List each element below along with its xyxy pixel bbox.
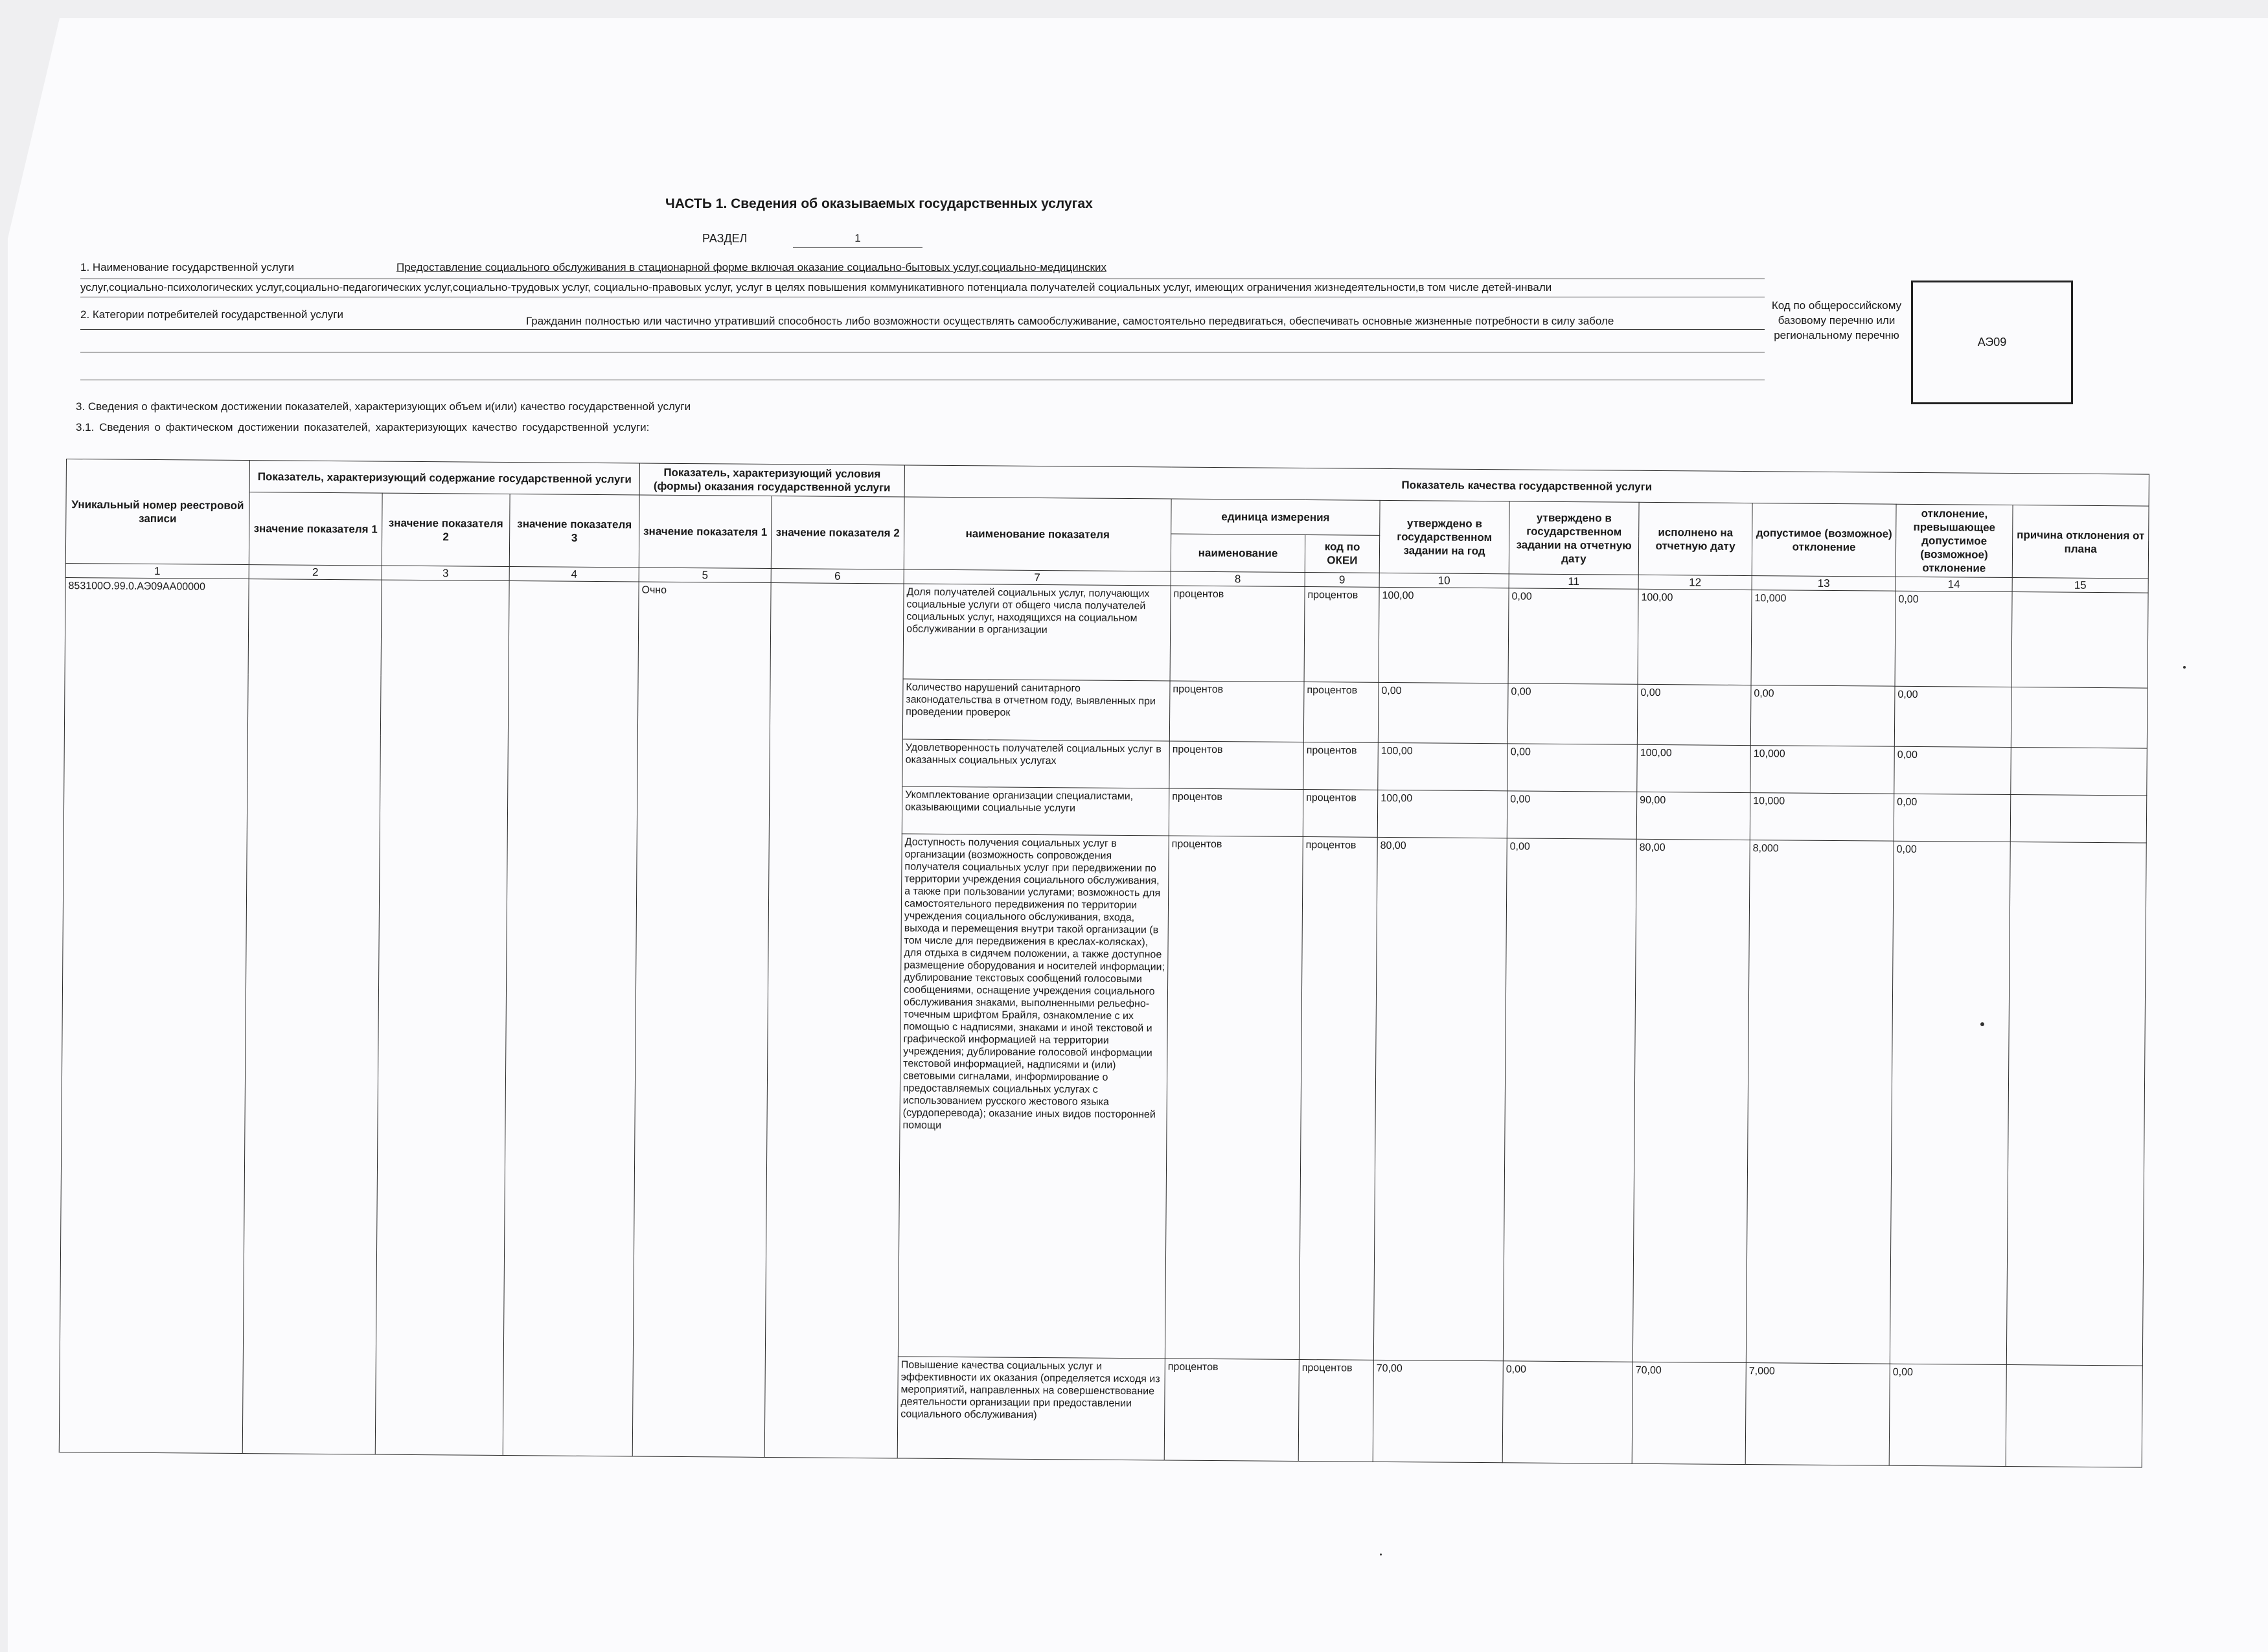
executed: 70,00 (1632, 1362, 1746, 1464)
header-exceeding: отклонение, превышающее допустимое (возможное) отклонение (1896, 504, 2013, 577)
unit-name: процентов (1169, 788, 1303, 837)
underline (80, 329, 1765, 330)
table-row (65, 577, 2148, 688)
deviation-reason (2006, 842, 2146, 1366)
unit-okei: процентов (1303, 742, 1379, 790)
unit-okei: процентов (1299, 837, 1377, 1360)
approved-year: 80,00 (1373, 837, 1507, 1360)
section-label: РАЗДЕЛ (702, 232, 748, 245)
column-number: 14 (1896, 577, 2012, 591)
column-number: 6 (771, 568, 904, 584)
approved-date: 0,00 (1507, 683, 1638, 744)
approved-year: 100,00 (1377, 790, 1507, 838)
unit-okei: процентов (1303, 682, 1379, 743)
unit-name: процентов (1170, 586, 1305, 682)
indicator-name: Доля получателей социальных услуг, получающих социальные услуги от общего числа получателей социальных услуг, находящихся на социальном обслуживании в организации (903, 584, 1171, 681)
column-number: 7 (904, 569, 1171, 586)
exceeding-deviation: 0,00 (1894, 794, 2011, 842)
scan-speck (2183, 666, 2186, 669)
consumer-label: 2. Категории потребителей государственной услуги (80, 308, 343, 321)
deviation-reason (2011, 748, 2148, 796)
exceeding-deviation: 0,00 (1889, 1364, 2006, 1466)
approved-date: 0,00 (1508, 588, 1638, 684)
service-name-value-line1: Предоставление социального обслуживания в стационарной форме включая оказание социально-бытовых услуг,социально-медицинских (396, 261, 1106, 273)
content-2-cell (375, 580, 509, 1455)
form-value: Очно (632, 582, 771, 1457)
approved-date: 0,00 (1502, 1361, 1632, 1463)
approved-year: 0,00 (1378, 682, 1508, 743)
deviation-reason (2010, 795, 2147, 843)
unit-okei: процентов (1304, 587, 1379, 683)
column-number: 3 (382, 566, 509, 580)
indicator-name: Повышение качества социальных услуг и эффективности их оказания (определяется исходя из мероприятий, направленных на совершенствование деятельности организации при предоставлении социального обслуживания) (897, 1357, 1165, 1460)
header-executed: исполнено на отчетную дату (1638, 502, 1752, 575)
column-number: 9 (1305, 573, 1379, 588)
exceeding-deviation: 0,00 (1894, 746, 2011, 794)
unit-name: процентов (1164, 1359, 1299, 1462)
section31-title: 3.1. Сведения о фактическом достижении показателей, характеризующих качество государственной услуги: (76, 421, 650, 433)
header-registry: Уникальный номер реестровой записи (65, 459, 249, 565)
approved-date: 0,00 (1507, 744, 1638, 792)
header-approved-date: утверждено в государственном задании на отчетную дату (1509, 501, 1639, 575)
header-conditions-group: Показатель, характеризующий условия (формы) оказания государственной услуги (639, 463, 904, 497)
column-number: 15 (2012, 578, 2148, 593)
column-number: 12 (1638, 575, 1752, 590)
header-content-2: значение показателя 2 (382, 493, 510, 566)
indicator-name: Укомплектование организации специалистами, оказывающими социальные услуги (902, 786, 1169, 836)
header-unit-group: единица измерения (1171, 499, 1380, 535)
header-unit-okei: код по ОКЕИ (1305, 534, 1379, 573)
unit-okei: процентов (1298, 1359, 1373, 1462)
consumer-value: Гражданин полностью или частично утративший способность либо возможности осуществлять самообслуживание, самостоятельно передвигаться, обеспечивать основные жизненные потребности в силу заболе (526, 315, 1614, 327)
header-approved-year: утверждено в государственном задании на год (1379, 500, 1509, 573)
folded-corner (8, 18, 60, 238)
executed: 100,00 (1638, 589, 1752, 685)
allowed-deviation: 7,000 (1745, 1363, 1890, 1466)
executed: 80,00 (1632, 839, 1750, 1362)
header-cond-1: значение показателя 1 (639, 495, 772, 568)
page-title: ЧАСТЬ 1. Сведения об оказываемых государственных услугах (665, 196, 1093, 211)
exceeding-deviation: 0,00 (1895, 591, 2012, 687)
allowed-deviation: 10,000 (1750, 746, 1895, 794)
executed: 0,00 (1637, 684, 1751, 745)
unit-name: процентов (1169, 681, 1304, 742)
service-name-label: 1. Наименование государственной услуги (80, 261, 294, 273)
executed: 90,00 (1636, 792, 1750, 840)
section3-title: 3. Сведения о фактическом достижении показателей, характеризующих объем и(или) качество государственной услуги (76, 400, 691, 413)
approved-year: 100,00 (1379, 587, 1509, 683)
column-number: 1 (65, 563, 249, 579)
allowed-deviation: 10,000 (1751, 590, 1896, 687)
registry-number: 853100О.99.0.АЭ09АА00000 (59, 577, 249, 1453)
quality-indicators-table (59, 459, 2149, 1468)
column-number: 5 (639, 568, 771, 582)
service-name-value-line2: услуг,социально-психологических услуг,социально-педагогических услуг,социально-трудовых услуг, социально-правовых услуг, услуг в целях повышения коммуникативного потенциала получателей социальных услуг, имеющих ограничения жизнедеятельности,в том числе детей-инвали (80, 281, 1552, 293)
allowed-deviation: 0,00 (1750, 685, 1895, 747)
deviation-reason (2011, 592, 2148, 689)
header-content-group: Показатель, характеризующий содержание государственной услуги (249, 461, 639, 495)
content-3-cell (503, 581, 639, 1456)
column-number: 11 (1509, 574, 1638, 589)
approved-year: 70,00 (1373, 1360, 1503, 1462)
approved-year: 100,00 (1378, 742, 1508, 790)
approved-date: 0,00 (1503, 838, 1636, 1362)
header-content-1: значение показателя 1 (249, 492, 382, 566)
indicator-name: Количество нарушений санитарного законодательства в отчетном году, выявленных при проведении проверок (902, 679, 1170, 741)
approved-date: 0,00 (1507, 791, 1637, 839)
section-number: 1 (793, 232, 922, 248)
content-1-cell (242, 579, 382, 1454)
header-content-3: значение показателя 3 (509, 494, 639, 568)
scan-speck (1380, 1554, 1382, 1555)
header-quality-group: Показатель качества государственной услуги (904, 465, 2149, 506)
column-number: 8 (1171, 571, 1305, 587)
deviation-reason (2011, 687, 2148, 749)
allowed-deviation: 8,000 (1746, 840, 1894, 1364)
kod-label: Код по общероссийскому базовому перечню или региональному перечню (1771, 299, 1902, 341)
exceeding-deviation: 0,00 (1894, 686, 2011, 747)
kod-value: АЭ09 (1911, 281, 2073, 404)
column-number: 10 (1379, 573, 1509, 588)
executed: 100,00 (1637, 744, 1751, 792)
indicator-name: Доступность получения социальных услуг в организации (возможность сопровождения получателя социальных услуг при передвижении по территории учреждения социального обслуживания, а также при пользовании услугами; возможность для самостоятельного передвижения по территории учреждения социального обслуживания, входа, выхода и перемещения внутри такой организации (в том числе для передвижения в креслах-колясках), для отдыха в сидячем положении, а также доступное размещение оборудования и носителей информации; дублирование текстовых сообщений голосовыми сообщениями, оснащение учреждения социального обслуживания знаками, выполненными рельефно-точечным шрифтом Брайля, ознакомление с их помощью с надписями, знаками и иной текстовой и графической информацией на территории учреждения; дублирование голосовой информации текстовой информацией, надписями и (или) световыми сигналами, информирование о предоставляемых социальных услугах с использованием русского жестового языка (сурдоперевода); оказание иных видов посторонней помощи (898, 834, 1169, 1359)
unit-okei: процентов (1303, 790, 1378, 838)
header-allowed: допустимое (возможное) отклонение (1752, 503, 1896, 577)
header-indicator-name: наименование показателя (904, 497, 1171, 571)
header-cond-2: значение показателя 2 (771, 496, 904, 569)
column-number: 4 (509, 567, 639, 582)
header-unit-name: наименование (1171, 534, 1305, 573)
unit-name: процентов (1169, 741, 1304, 790)
indicator-name: Удовлетворенность получателей социальных услуг в оказанных социальных услугах (902, 739, 1170, 788)
unit-name: процентов (1165, 836, 1303, 1359)
scan-speck (1980, 1022, 1984, 1026)
column-number: 13 (1752, 576, 1896, 591)
cond-2-cell (764, 582, 904, 1458)
exceeding-deviation: 0,00 (1890, 841, 2010, 1364)
deviation-reason (2006, 1364, 2142, 1467)
allowed-deviation: 10,000 (1750, 793, 1894, 842)
column-number: 2 (249, 565, 382, 580)
header-reason: причина отклонения от плана (2012, 505, 2149, 579)
document-sheet (8, 18, 2268, 1652)
